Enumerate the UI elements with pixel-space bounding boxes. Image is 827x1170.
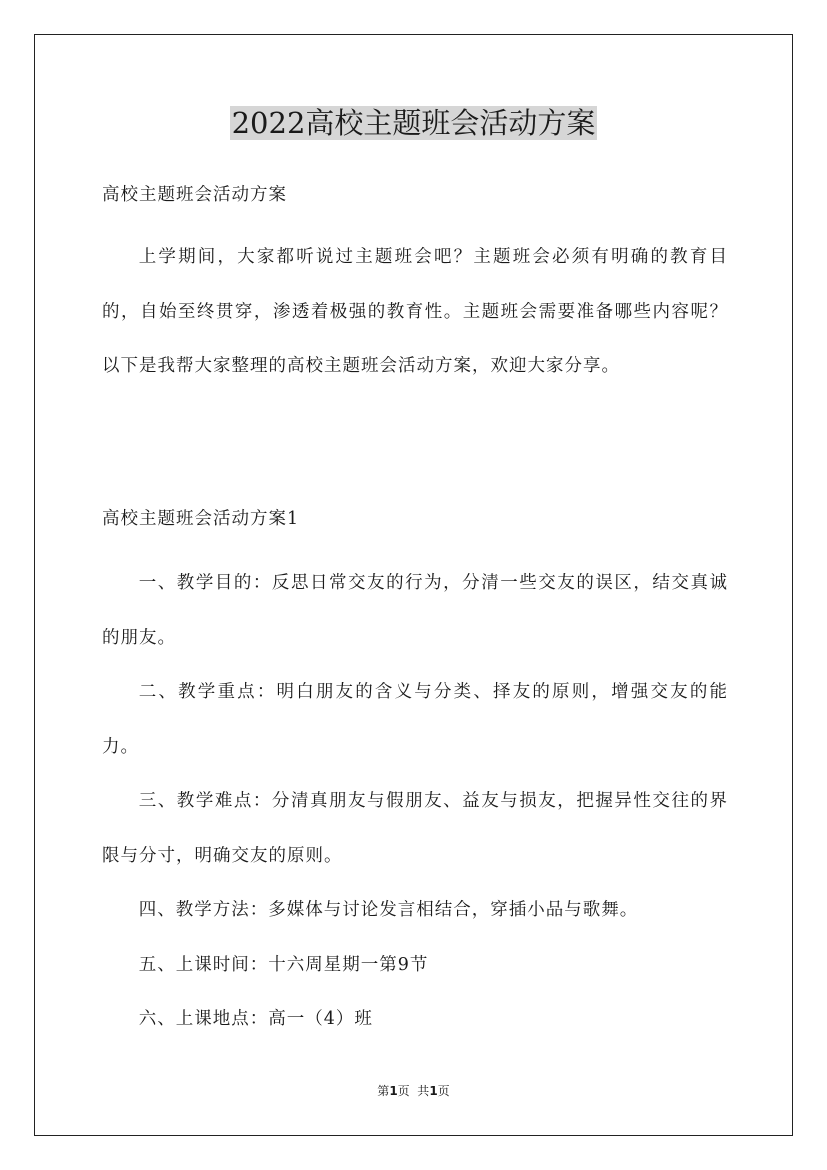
intro-paragraph: 上学期间，大家都听说过主题班会吧？主题班会必须有明确的教育目的，自始至终贯穿，渗透着极强的教育性。主题班会需要准备哪些内容呢？以下是我帮大家整理的高校主题班会活动方案，欢迎大家分享。 xyxy=(102,247,728,376)
section-heading: 高校主题班会活动方案1 xyxy=(102,509,300,529)
plan-item-methods: 四、教学方法：多媒体与讨论发言相结合，穿插小品与歌舞。 xyxy=(138,900,639,920)
page-footer xyxy=(0,1083,827,1099)
page-total: 1 xyxy=(429,1084,438,1098)
page-suffix: 页 xyxy=(437,1084,450,1098)
document-title-text: 2022高校主题班会活动方案 xyxy=(231,106,596,140)
document-title xyxy=(0,104,827,142)
plan-item-location: 六、上课地点：高一（4）班 xyxy=(138,1009,373,1029)
plan-item-key-points: 二、教学重点：明白朋友的含义与分类、择友的原则，增强交友的能力。 xyxy=(102,682,728,757)
plan-items-list xyxy=(102,556,728,1047)
plan-item-difficulties: 三、教学难点：分清真朋友与假朋友、益友与损友，把握异性交往的界限与分寸，明确交友的原则。 xyxy=(102,791,728,866)
document-subtitle: 高校主题班会活动方案 xyxy=(102,185,287,205)
page-current: 1 xyxy=(389,1084,398,1098)
plan-item-objective: 一、教学目的：反思日常交友的行为，分清一些交友的误区，结交真诚的朋友。 xyxy=(102,573,728,648)
plan-item-time: 五、上课时间：十六周星期一第9节 xyxy=(138,954,429,975)
page-mid: 页 共 xyxy=(397,1084,430,1098)
page-prefix: 第 xyxy=(377,1084,390,1098)
